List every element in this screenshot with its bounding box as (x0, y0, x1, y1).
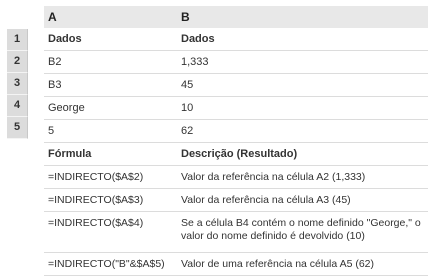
formula-cell: =INDIRECTO($A$3) (48, 194, 144, 206)
cell-b3[interactable]: 45 (181, 79, 194, 91)
formula-header-row (44, 143, 428, 166)
description-cell: Valor de uma referência na célula A5 (62) (181, 258, 374, 270)
table-row (44, 97, 428, 120)
row-number-5[interactable]: 5 (7, 117, 28, 139)
cell-a5[interactable]: 5 (48, 125, 55, 137)
formula-cell: =INDIRECTO($A$4) (48, 217, 144, 229)
formula-cell: =INDIRECTO($A$2) (48, 171, 144, 183)
cell-a2[interactable]: B2 (48, 56, 62, 68)
example-sheet (44, 6, 428, 276)
formula-row (44, 166, 428, 189)
description-cell: Valor da referência na célula A3 (45) (181, 194, 351, 206)
row-number-2[interactable]: 2 (7, 51, 28, 73)
row-number-column (7, 29, 28, 139)
formula-column-header: Fórmula (48, 148, 92, 160)
formula-row (44, 212, 428, 253)
row-number-4[interactable]: 4 (7, 95, 28, 117)
column-header-row (44, 6, 428, 28)
formula-cell: =INDIRECTO("B"&$A$5) (48, 258, 165, 270)
formula-row (44, 253, 428, 276)
cell-b5[interactable]: 62 (181, 125, 194, 137)
description-cell: Se a célula B4 contém o nome definido "George," o valor do nome definido é devolvido (10) (181, 217, 421, 242)
formula-row (44, 189, 428, 212)
cell-a4[interactable]: George (48, 102, 85, 114)
description-cell: Valor da referência na célula A2 (1,333) (181, 171, 366, 183)
description-column-header: Descrição (Resultado) (181, 148, 298, 160)
cell-a3[interactable]: B3 (48, 79, 62, 91)
cell-b2[interactable]: 1,333 (181, 56, 209, 68)
table-row (44, 28, 428, 51)
table-row (44, 120, 428, 143)
cell-b4[interactable]: 10 (181, 102, 194, 114)
row-number-3[interactable]: 3 (7, 73, 28, 95)
row-number-1[interactable]: 1 (7, 29, 28, 51)
column-header-b[interactable]: B (181, 10, 190, 24)
table-row (44, 51, 428, 74)
cell-a1[interactable]: Dados (48, 33, 82, 45)
column-header-a[interactable]: A (48, 10, 57, 24)
cell-b1[interactable]: Dados (181, 33, 215, 45)
table-row (44, 74, 428, 97)
